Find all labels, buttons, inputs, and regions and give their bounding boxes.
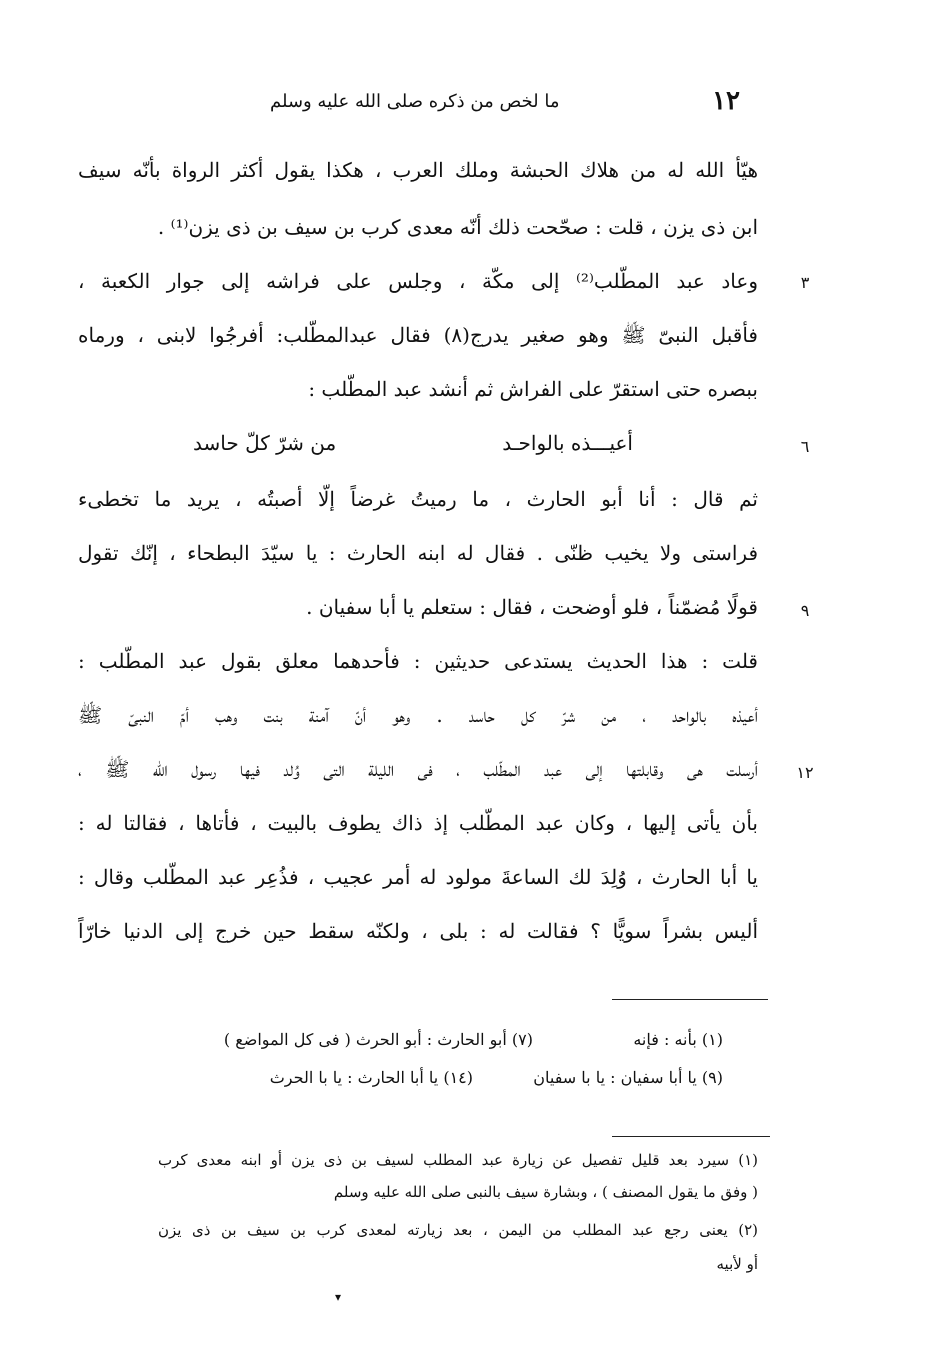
body-line: فراستى ولا يخيب ظنّى . فقال له ابنه الحارث : يا سيّدَ البطحاء ، إنّك تقول — [78, 541, 758, 565]
line-number: ١٢ — [796, 763, 814, 782]
body-line: بأن يأتى إليها ، وكان عبد المطّلب إذ ذاك يطوف بالبيت ، فأتاها ، فقالتا له : — [78, 811, 758, 835]
body-line: يا أبا الحارث ، وُلِدَ لك الساعةَ مولود له أمر عجيب ، فذُعِر عبد المطّلب وقال : — [78, 865, 758, 889]
footnote: ( وفق ما يقول المصنف ) ، وبشارة سيف بالنبى صلى الله عليه وسلم — [333, 1183, 758, 1201]
ink-mark: ▾ — [335, 1290, 342, 1304]
verse — [193, 428, 633, 458]
line-number: ٣ — [800, 273, 810, 292]
variant-note: (٩) يا أبا سفيان : يا با سفيان — [533, 1068, 723, 1087]
body-line: ثم قال : أنا أبو الحارث ، ما رميتُ غرضاً إلّا أصبتُه ، يريد ما تخطىء — [78, 487, 758, 511]
footnotes-divider — [612, 1136, 770, 1137]
page-number: ١٢ — [712, 86, 740, 116]
variant-note: (٧) أبو الحارث : أبو الحرث ( فى كل المواضع ) — [223, 1030, 533, 1049]
body-line: ابن ذى يزن ، قلت : صحّحت ذلك أنّه معدى كرب بن سيف بن ذى يزن⁽¹⁾ . — [157, 215, 758, 239]
body-line: وعاد عبد المطّلب⁽²⁾ إلى مكّة ، وجلس على فراشه إلى جوار الكعبة ، — [78, 269, 758, 293]
variant-note: (١٤) يا أبا الحارث : يا با الحرث — [269, 1068, 473, 1087]
footnote: (١) سيرد بعد قليل تفصيل عن زيارة عبد المطلب لسيف بن ذى يزن أو ابنه معدى كرب — [158, 1151, 758, 1169]
body-line: ببصره حتى استقرّ على الفراش ثم أنشد عبد المطّلب : — [308, 377, 758, 401]
body-line: أعيذه بالواحد ، من شرّ كل حاسد . وهو أنّ آمنة بنت وهب أمّ النبىّ ﷺ — [78, 703, 758, 727]
body-line: فأقبل النبىّ ﷺ وهو صغير يدرج(٨) فقال عبدالمطّلب: أفرجُوا لابنى ، ورماه — [78, 323, 758, 347]
body-line: هيّأ الله له من هلاك الحبشة وملك العرب ، هكذا يقول أكثر الرواة بأنّه سيف — [78, 158, 758, 182]
line-number: ٦ — [800, 437, 810, 456]
body-line: أرسلت هى وقابلتها إلى عبد المطّلب ، فى الليلة التى وُلد فيها رسول الله ﷺ ، — [78, 757, 758, 781]
variants-divider — [612, 999, 768, 1000]
running-head: ما لخص من ذكره صلى الله عليه وسلم — [270, 90, 560, 112]
verse-hemistich: أعيـــذه بالواحـد — [502, 431, 633, 455]
body-line: أليس بشراً سويًّا ؟ فقالت له : بلى ، ولكنّه سقط حين خرج إلى الدنيا خارّاً — [78, 919, 758, 943]
body-line: قلت : هذا الحديث يستدعى حديثين : فأحدهما معلق بقول عبد المطّلب : — [78, 649, 758, 673]
page-header — [270, 86, 740, 116]
footnote: أو لأبيه — [716, 1255, 758, 1273]
footnote: (٢) يعنى رجع عبد المطلب من اليمن ، بعد زيارته لمعدى كرب بن سيف بن ذى يزن — [158, 1221, 758, 1239]
body-line: قولًا مُضمّناً ، فلو أوضحت ، فقال : ستعلم يا أبا سفيان . — [306, 595, 758, 619]
line-number: ٩ — [800, 601, 810, 620]
verse-hemistich: من شرّ كلّ حاسد — [193, 431, 337, 455]
variant-note: (١) بأنه : فإنه — [633, 1030, 723, 1049]
